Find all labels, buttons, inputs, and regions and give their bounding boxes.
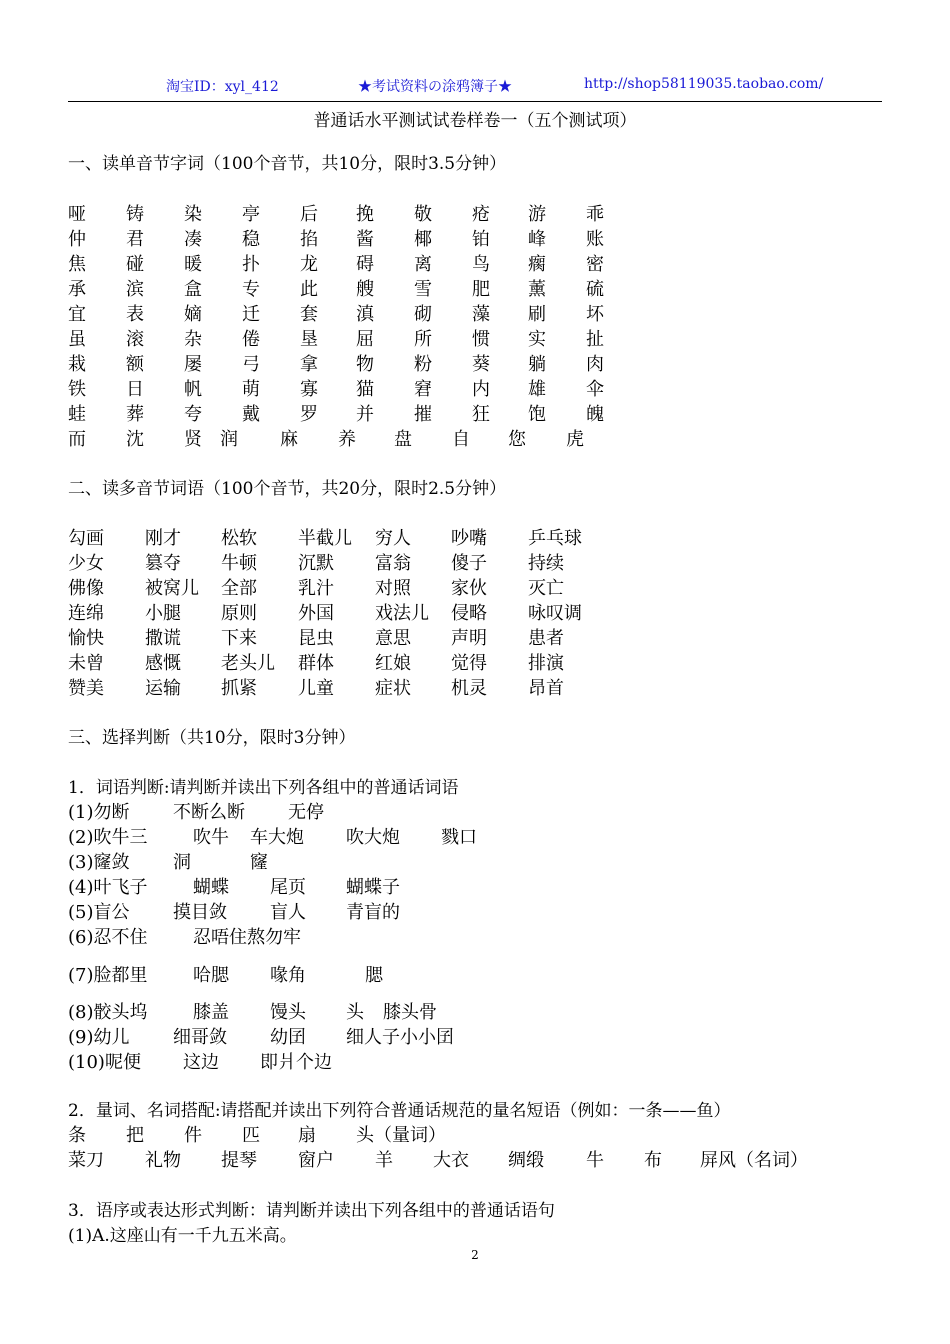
char-cell: 套 [300, 304, 318, 325]
char-cell: 哑 [68, 204, 86, 225]
word-cell: 患者 [528, 628, 564, 649]
judgment-word: 吹大炮 [346, 827, 400, 848]
char-cell: 仲 [68, 229, 86, 250]
char-cell: 物 [356, 354, 374, 375]
word-cell: 乳汁 [298, 578, 334, 599]
char-cell: 峰 [528, 229, 546, 250]
char-cell: 铂 [472, 229, 490, 250]
judgment-word: 即爿个边 [260, 1052, 332, 1073]
judgment-word: 细人子小小囝 [346, 1027, 454, 1048]
word-cell: 傻子 [451, 553, 487, 574]
word-cell: 富翁 [375, 553, 411, 574]
judgment-word: 喙角 [270, 965, 306, 986]
header-slogan: ★考试资料の涂鸦簿子★ [358, 79, 512, 95]
judgment-word: 青盲的 [346, 902, 400, 923]
char-cell: 砌 [414, 304, 432, 325]
char-cell: 粉 [414, 354, 432, 375]
char-cell: 弓 [242, 354, 260, 375]
char-cell: 盘 [394, 429, 412, 450]
word-cell: 被窝儿 [145, 578, 199, 599]
char-cell: 帆 [184, 379, 202, 400]
judgment-word: 蝴蝶 [193, 877, 229, 898]
word-cell: 下来 [221, 628, 257, 649]
judgment-word: 哈腮 [193, 965, 229, 986]
q1-title: 1．词语判断:请判断并读出下列各组中的普通话词语 [68, 778, 459, 798]
char-cell: 铸 [126, 204, 144, 225]
char-cell: 萌 [242, 379, 260, 400]
char-cell: 虽 [68, 329, 86, 350]
char-cell: 薰 [528, 279, 546, 300]
word-cell: 沉默 [298, 553, 334, 574]
char-cell: 扑 [242, 254, 260, 275]
judgment-word: (4)叶飞子 [68, 877, 148, 898]
shop-id: 淘宝ID：xyl_412 [166, 79, 279, 95]
char-cell: 游 [528, 204, 546, 225]
judgment-word: 吹牛 [193, 827, 229, 848]
judgment-word: 窿 [250, 852, 268, 873]
noun-word: 牛 [586, 1150, 604, 1171]
word-cell: 运输 [145, 678, 181, 699]
char-cell: 您 [508, 429, 526, 450]
char-cell: 虎 [566, 429, 584, 450]
measure-word: 把 [126, 1125, 144, 1146]
char-cell: 硫 [586, 279, 604, 300]
char-cell: 贤 [184, 429, 202, 450]
char-cell: 躺 [528, 354, 546, 375]
char-cell: 龙 [300, 254, 318, 275]
judgment-word: 忍唔住熬勿牢 [193, 927, 301, 948]
char-cell: 挽 [356, 204, 374, 225]
word-cell: 小腿 [145, 603, 181, 624]
char-cell: 日 [126, 379, 144, 400]
char-cell: 蛙 [68, 404, 86, 425]
noun-word: 羊 [375, 1150, 393, 1171]
char-cell: 后 [300, 204, 318, 225]
q3-first-item: (1)A.这座山有一千九五米高。 [68, 1226, 297, 1246]
word-cell: 症状 [375, 678, 411, 699]
char-cell: 窘 [414, 379, 432, 400]
char-cell: 藻 [472, 304, 490, 325]
judgment-word: (2)吹牛三 [68, 827, 148, 848]
char-cell: 焦 [68, 254, 86, 275]
char-cell: 账 [586, 229, 604, 250]
char-cell: 惯 [472, 329, 490, 350]
char-cell: 坏 [586, 304, 604, 325]
char-cell: 自 [452, 429, 470, 450]
char-cell: 罗 [300, 404, 318, 425]
char-cell: 滇 [356, 304, 374, 325]
judgment-word: (7)脸都里 [68, 965, 148, 986]
word-cell: 撒谎 [145, 628, 181, 649]
char-cell: 葬 [126, 404, 144, 425]
judgment-word: 蝴蝶子 [346, 877, 400, 898]
judgment-word: 戮口 [441, 827, 477, 848]
judgment-word: 摸目敛 [173, 902, 227, 923]
char-cell: 宜 [68, 304, 86, 325]
word-cell: 咏叹调 [528, 603, 582, 624]
word-cell: 少女 [68, 553, 104, 574]
judgment-word: 尾页 [270, 877, 306, 898]
char-cell: 离 [414, 254, 432, 275]
char-cell: 戴 [242, 404, 260, 425]
char-cell: 承 [68, 279, 86, 300]
char-cell: 嫡 [184, 304, 202, 325]
judgment-word: 幼囝 [270, 1027, 306, 1048]
word-cell: 全部 [221, 578, 257, 599]
char-cell: 乖 [586, 204, 604, 225]
word-cell: 排演 [528, 653, 564, 674]
char-cell: 刷 [528, 304, 546, 325]
char-cell: 拿 [300, 354, 318, 375]
word-cell: 儿童 [298, 678, 334, 699]
judgment-word: (1)勿断 [68, 802, 130, 823]
char-cell: 养 [338, 429, 356, 450]
char-cell: 掐 [300, 229, 318, 250]
word-cell: 对照 [375, 578, 411, 599]
judgment-word: 膝盖 [193, 1002, 229, 1023]
word-cell: 连绵 [68, 603, 104, 624]
char-cell: 碍 [356, 254, 374, 275]
word-cell: 牛顿 [221, 553, 257, 574]
section3-heading: 三、选择判断（共10分，限时3分钟） [68, 728, 356, 748]
word-cell: 佛像 [68, 578, 104, 599]
char-cell: 饱 [528, 404, 546, 425]
judgment-word: 无停 [288, 802, 324, 823]
noun-word: 大衣 [433, 1150, 469, 1171]
judgment-word: (5)盲公 [68, 902, 130, 923]
char-cell: 雄 [528, 379, 546, 400]
char-cell: 魄 [586, 404, 604, 425]
char-cell: 专 [242, 279, 260, 300]
word-cell: 半截儿 [298, 528, 352, 549]
measure-word: 头（量词） [356, 1125, 446, 1146]
judgment-word: 不断么断 [173, 802, 245, 823]
measure-word: 条 [68, 1125, 86, 1146]
char-cell: 滚 [126, 329, 144, 350]
char-cell: 并 [356, 404, 374, 425]
word-cell: 声明 [451, 628, 487, 649]
char-cell: 酱 [356, 229, 374, 250]
section1-heading: 一、读单音节字词（100个音节，共10分，限时3.5分钟） [68, 154, 507, 174]
judgment-word: 头 [346, 1002, 364, 1023]
noun-word: 提琴 [221, 1150, 257, 1171]
judgment-word: (3)窿敛 [68, 852, 130, 873]
judgment-word: 腮 [365, 965, 383, 986]
char-cell: 屡 [184, 354, 202, 375]
word-cell: 家伙 [451, 578, 487, 599]
char-cell: 密 [586, 254, 604, 275]
char-cell: 鸟 [472, 254, 490, 275]
word-cell: 灭亡 [528, 578, 564, 599]
judgment-word: (6)忍不住 [68, 927, 148, 948]
word-cell: 抓紧 [221, 678, 257, 699]
word-cell: 昂首 [528, 678, 564, 699]
char-cell: 瘸 [528, 254, 546, 275]
char-cell: 染 [184, 204, 202, 225]
judgment-word: 这边 [183, 1052, 219, 1073]
word-cell: 刚才 [145, 528, 181, 549]
noun-word: 屏风（名词） [700, 1150, 808, 1171]
judgment-word: 盲人 [270, 902, 306, 923]
word-cell: 穷人 [375, 528, 411, 549]
section2-heading: 二、读多音节词语（100个音节，共20分，限时2.5分钟） [68, 479, 507, 499]
char-cell: 所 [414, 329, 432, 350]
q2-title: 2．量词、名词搭配:请搭配并读出下列符合普通话规范的量名短语（例如：一条——鱼） [68, 1101, 731, 1121]
word-cell: 吵嘴 [451, 528, 487, 549]
judgment-word: 洞 [173, 852, 191, 873]
char-cell: 额 [126, 354, 144, 375]
judgment-word: 车大炮 [250, 827, 304, 848]
char-cell: 迁 [242, 304, 260, 325]
word-cell: 群体 [298, 653, 334, 674]
char-cell: 倦 [242, 329, 260, 350]
char-cell: 肉 [586, 354, 604, 375]
char-cell: 润 [220, 429, 238, 450]
char-cell: 此 [300, 279, 318, 300]
judgment-word: (8)骹头坞 [68, 1002, 148, 1023]
measure-word: 扇 [298, 1125, 316, 1146]
judgment-word: 细哥敛 [173, 1027, 227, 1048]
word-cell: 机灵 [451, 678, 487, 699]
char-cell: 伞 [586, 379, 604, 400]
shop-url[interactable]: http://shop58119035.taobao.com/ [584, 76, 824, 92]
q3-title: 3．语序或表达形式判断：请判断并读出下列各组中的普通话语句 [68, 1201, 555, 1221]
char-cell: 敬 [414, 204, 432, 225]
char-cell: 而 [68, 429, 86, 450]
noun-word: 礼物 [145, 1150, 181, 1171]
word-cell: 篡夺 [145, 553, 181, 574]
word-cell: 持续 [528, 553, 564, 574]
char-cell: 艘 [356, 279, 374, 300]
word-cell: 侵略 [451, 603, 487, 624]
char-cell: 夸 [184, 404, 202, 425]
char-cell: 狂 [472, 404, 490, 425]
judgment-word: (9)幼儿 [68, 1027, 130, 1048]
word-cell: 赞美 [68, 678, 104, 699]
char-cell: 屈 [356, 329, 374, 350]
judgment-word: 膝头骨 [383, 1002, 437, 1023]
noun-word: 窗户 [298, 1150, 334, 1171]
char-cell: 葵 [472, 354, 490, 375]
noun-word: 菜刀 [68, 1150, 104, 1171]
word-cell: 松软 [221, 528, 257, 549]
char-cell: 雪 [414, 279, 432, 300]
char-cell: 碰 [126, 254, 144, 275]
char-cell: 杂 [184, 329, 202, 350]
judgment-word: (10)呢便 [68, 1052, 141, 1073]
char-cell: 肥 [472, 279, 490, 300]
char-cell: 君 [126, 229, 144, 250]
char-cell: 猫 [356, 379, 374, 400]
noun-word: 绸缎 [508, 1150, 544, 1171]
word-cell: 老头儿 [221, 653, 275, 674]
char-cell: 凑 [184, 229, 202, 250]
word-cell: 感慨 [145, 653, 181, 674]
char-cell: 寡 [300, 379, 318, 400]
word-cell: 意思 [375, 628, 411, 649]
word-cell: 外国 [298, 603, 334, 624]
char-cell: 表 [126, 304, 144, 325]
word-cell: 未曾 [68, 653, 104, 674]
char-cell: 扯 [586, 329, 604, 350]
judgment-word: 馒头 [270, 1002, 306, 1023]
char-cell: 亭 [242, 204, 260, 225]
char-cell: 栽 [68, 354, 86, 375]
word-cell: 昆虫 [298, 628, 334, 649]
char-cell: 椰 [414, 229, 432, 250]
page-header [0, 76, 950, 96]
noun-word: 布 [644, 1150, 662, 1171]
char-cell: 麻 [280, 429, 298, 450]
word-cell: 红娘 [375, 653, 411, 674]
char-cell: 垦 [300, 329, 318, 350]
page-number: 2 [471, 1248, 479, 1262]
measure-word: 件 [184, 1125, 202, 1146]
header-rule [68, 101, 882, 102]
char-cell: 实 [528, 329, 546, 350]
char-cell: 内 [472, 379, 490, 400]
char-cell: 疮 [472, 204, 490, 225]
page-title: 普通话水平测试试卷样卷一（五个测试项） [313, 111, 637, 131]
char-cell: 稳 [242, 229, 260, 250]
char-cell: 铁 [68, 379, 86, 400]
word-cell: 乒乓球 [528, 528, 582, 549]
char-cell: 沈 [126, 429, 144, 450]
char-cell: 盒 [184, 279, 202, 300]
word-cell: 原则 [221, 603, 257, 624]
char-cell: 暖 [184, 254, 202, 275]
char-cell: 滨 [126, 279, 144, 300]
word-cell: 戏法儿 [375, 603, 429, 624]
word-cell: 愉快 [68, 628, 104, 649]
word-cell: 觉得 [451, 653, 487, 674]
char-cell: 摧 [414, 404, 432, 425]
word-cell: 勾画 [68, 528, 104, 549]
measure-word: 匹 [242, 1125, 260, 1146]
